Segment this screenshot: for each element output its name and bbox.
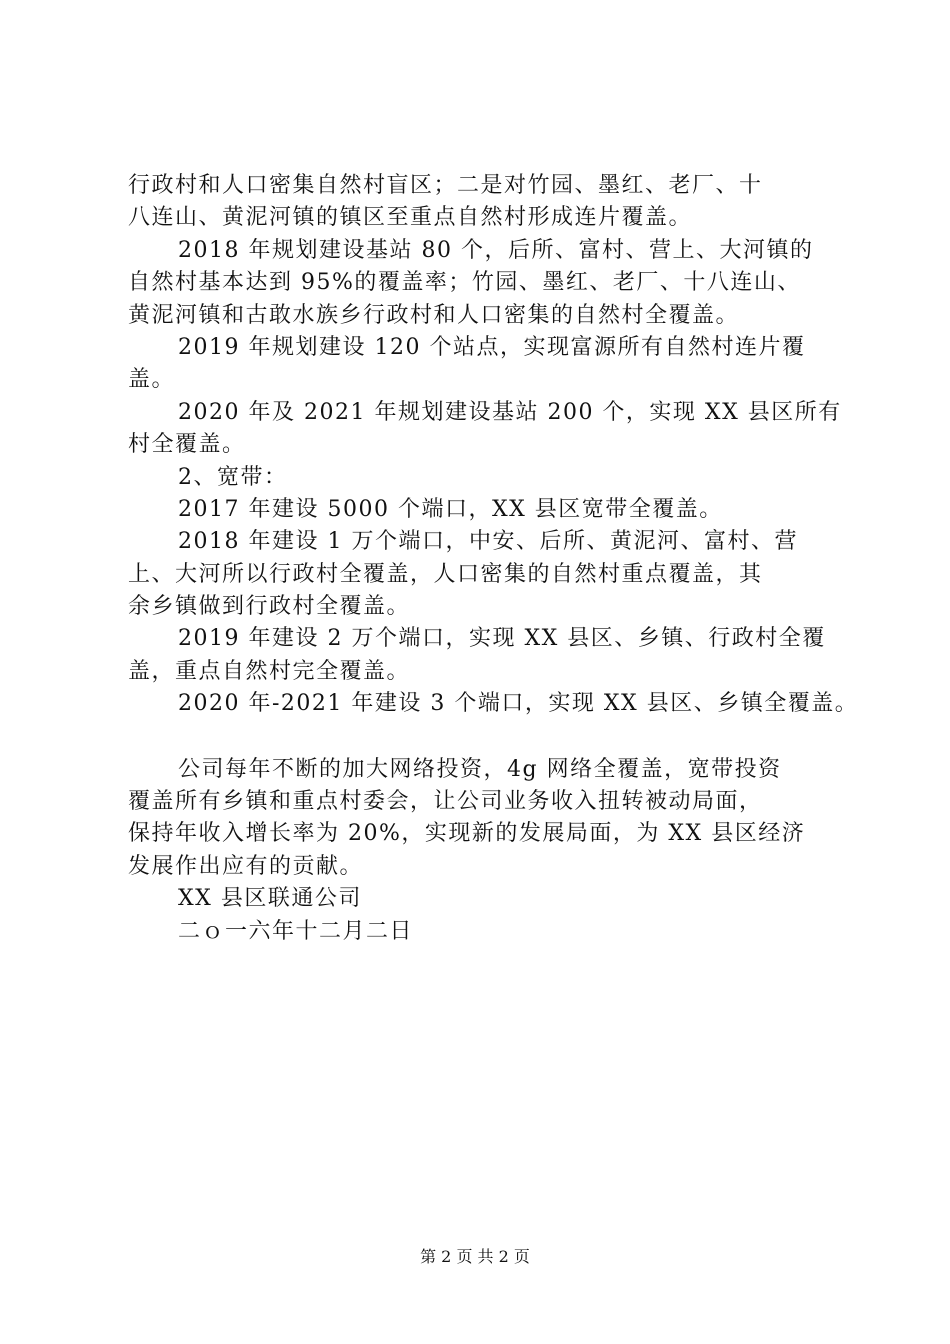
text-line: 2018 年规划建设基站 80 个，后所、富村、营上、大河镇的 [178, 237, 814, 263]
text-line: 自然村基本达到 95%的覆盖率；竹园、墨红、老厂、十八连山、 [128, 270, 801, 296]
text-line: 村全覆盖。 [128, 432, 246, 458]
text-line: 2020 年-2021 年建设 3 个端口，实现 XX 县区、乡镇全覆盖。 [178, 691, 859, 717]
text-line: 2018 年建设 1 万个端口，中安、后所、黄泥河、富村、营 [178, 529, 798, 555]
text-line: 2019 年规划建设 120 个站点，实现富源所有自然村连片覆 [178, 334, 806, 360]
text-line: 盖，重点自然村完全覆盖。 [128, 658, 411, 684]
text-line: 公司每年不断的加大网络投资，4g 网络全覆盖，宽带投资 [178, 756, 782, 782]
text-line: 覆盖所有乡镇和重点村委会，让公司业务收入扭转被动局面， [128, 789, 763, 815]
signature-date: 二ｏ一六年十二月二日 [178, 918, 414, 944]
paragraph-gap [128, 721, 838, 754]
document-body [128, 170, 859, 948]
text-line: 2020 年及 2021 年规划建设基站 200 个，实现 XX 县区所有 [178, 399, 842, 425]
text-line: 余乡镇做到行政村全覆盖。 [128, 594, 411, 620]
text-line: 盖。 [128, 367, 176, 393]
page-number-footer: 第 2 页 共 2 页 [420, 1247, 530, 1266]
signature-company: XX 县区联通公司 [178, 886, 362, 912]
text-line: 发展作出应有的贡献。 [128, 853, 364, 879]
text-line: 上、大河所以行政村全覆盖，人口密集的自然村重点覆盖，其 [128, 561, 763, 587]
text-line: 2019 年建设 2 万个端口，实现 XX 县区、乡镇、行政村全覆 [178, 626, 826, 652]
text-line: 黄泥河镇和古敢水族乡行政村和人口密集的自然村全覆盖。 [128, 302, 740, 328]
text-line: 2017 年建设 5000 个端口，XX 县区宽带全覆盖。 [178, 496, 723, 522]
text-line: 行政村和人口密集自然村盲区；二是对竹园、墨红、老厂、十 [128, 173, 763, 198]
text-line: 八连山、黄泥河镇的镇区至重点自然村形成连片覆盖。 [128, 205, 693, 231]
section-heading: 2、宽带： [178, 464, 288, 490]
text-line: 保持年收入增长率为 20%，实现新的发展局面，为 XX 县区经济 [128, 821, 806, 847]
